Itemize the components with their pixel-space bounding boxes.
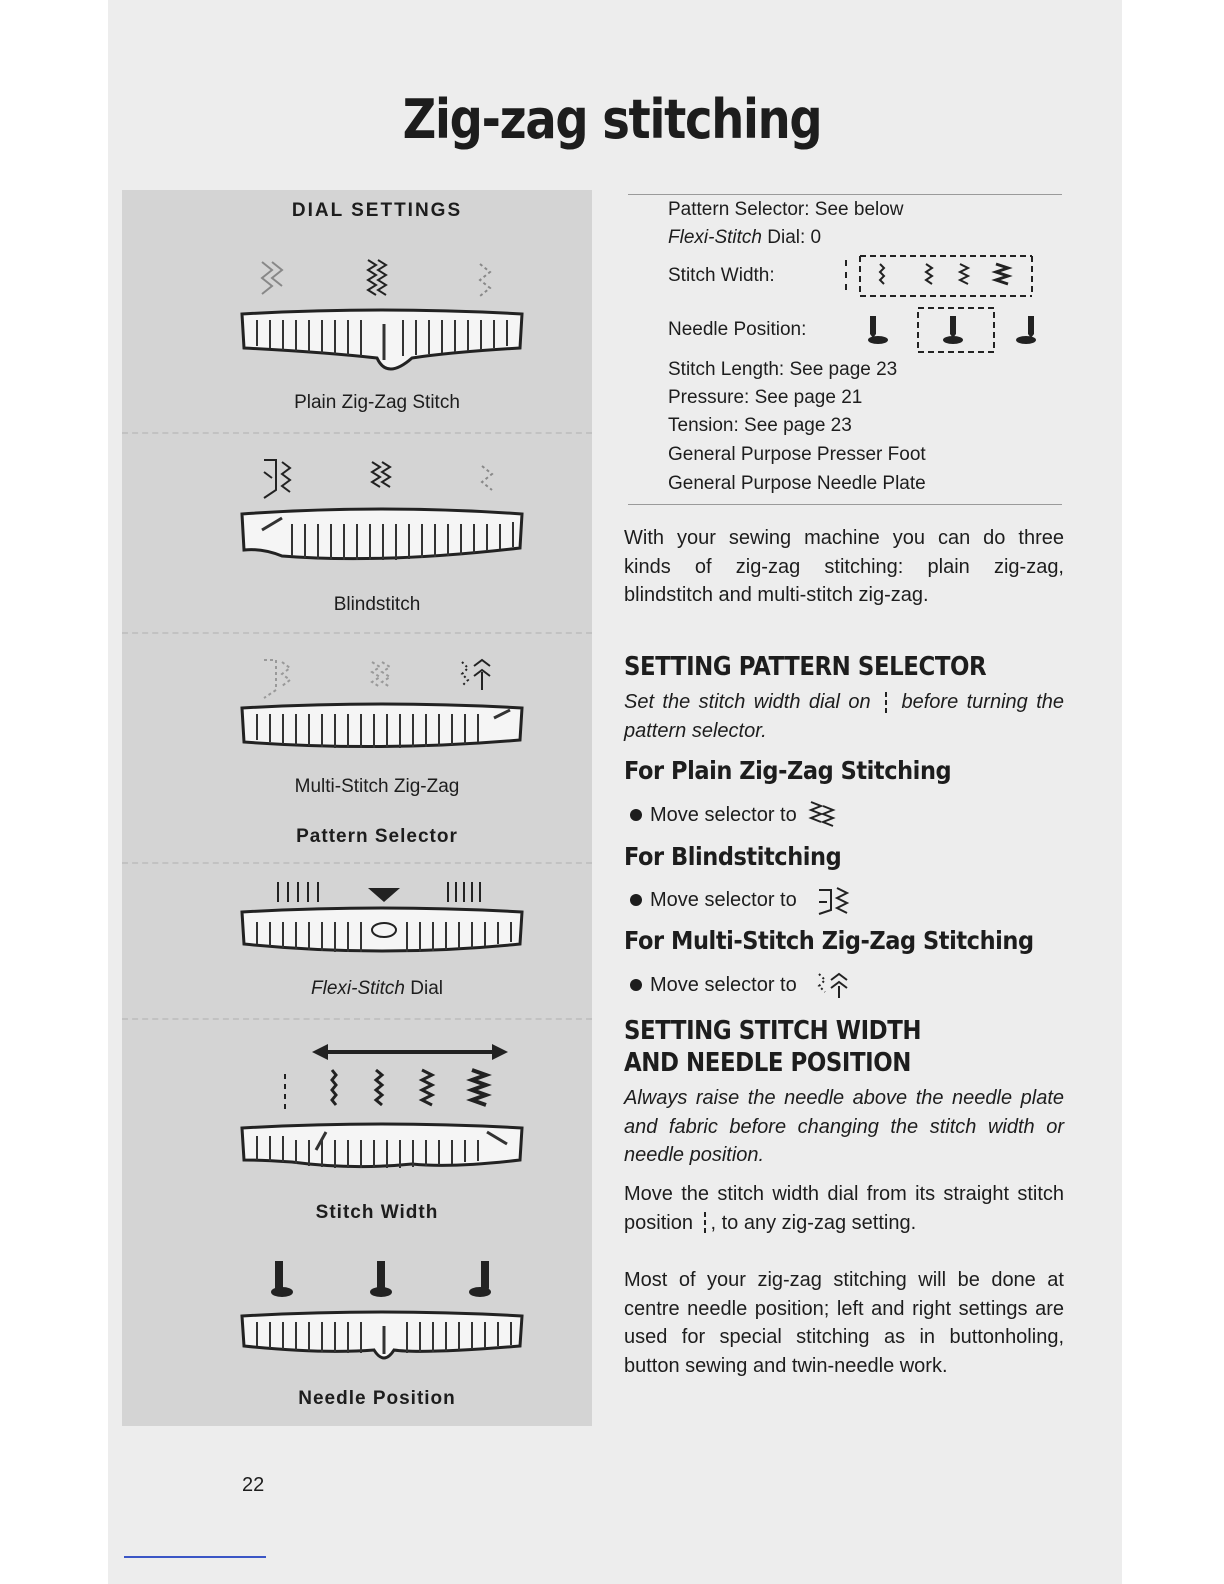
flexi-dial-setting-value: Dial: 0 (761, 227, 822, 248)
needle-position-dial-icon (122, 1258, 632, 1388)
panel-divider (122, 1018, 592, 1020)
straight-stitch-icon (699, 1211, 711, 1235)
multi-stitch-heading: For Multi-Stitch Zig-Zag Stitching (624, 926, 1034, 955)
pattern-selector-setting: Pattern Selector: See below (668, 199, 904, 220)
needle-position-setting: Needle Position: (668, 319, 807, 340)
flexi-dial-setting (668, 224, 821, 252)
panel-divider (122, 432, 592, 434)
dial-settings-heading: DIAL SETTINGS (291, 200, 463, 221)
multi-stitch-instruction-text: Move selector to (650, 973, 797, 996)
scan-edge-line (124, 1556, 266, 1558)
stitch-width-paragraph-b: , to any zig-zag setting. (710, 1211, 917, 1234)
plain-zigzag-instruction-text: Move selector to (650, 803, 797, 826)
stitch-width-dial (122, 1040, 632, 1230)
stitch-width-caption: Stitch Width (315, 1202, 439, 1223)
stitch-width-note: Always raise the needle above the needle plate and fabric before changing the stitch width or needle position. (624, 1087, 1064, 1166)
needle-position-paragraph: Most of your zig-zag stitching will be done at centre needle position; left and right settings are used for special stitching as in buttonholing, button sewing and twin-needle work. (624, 1269, 1064, 1377)
flexi-stitch-caption-italic: Flexi-Stitch (311, 978, 405, 999)
settings-top-rule (628, 194, 1062, 195)
needle-position-caption: Needle Position (298, 1388, 456, 1409)
blindstitch-dial-icon (122, 452, 632, 602)
multi-stitch-selector-icon (805, 968, 865, 1002)
stitch-width-heading-line1: SETTING STITCH WIDTH (624, 1016, 922, 1046)
plain-zigzag-selector-icon (805, 800, 845, 830)
presser-foot-setting: General Purpose Presser Foot (668, 444, 926, 465)
needle-position-dial (122, 1258, 632, 1418)
needle-plate-setting: General Purpose Needle Plate (668, 473, 926, 494)
bullet-dot (630, 809, 642, 821)
blindstitch-instruction (630, 884, 1070, 916)
plain-zigzag-heading: For Plain Zig-Zag Stitching (624, 756, 952, 785)
pressure-setting: Pressure: See page 21 (668, 387, 863, 408)
blindstitch-dial (122, 452, 632, 622)
setting-pattern-heading: SETTING PATTERN SELECTOR (624, 652, 987, 682)
page-title: Zig-zag stitching (402, 88, 822, 151)
tension-setting: Tension: See page 23 (668, 415, 852, 436)
plain-zigzag-caption: Plain Zig-Zag Stitch (294, 392, 460, 413)
setting-pattern-note (624, 688, 1064, 745)
setting-pattern-note-a: Set the stitch width dial on (624, 691, 871, 713)
stitch-width-paragraph-a: Move the stitch width dial from its straight stitch position (624, 1183, 1064, 1234)
pattern-selector-label: Pattern Selector (296, 826, 458, 847)
stitch-width-paragraph (624, 1180, 1064, 1237)
bullet-dot (630, 894, 642, 906)
flexi-stitch-caption-rest: Dial (404, 978, 443, 999)
page-number: 22 (242, 1474, 265, 1496)
multi-stitch-instruction (630, 968, 1070, 1002)
blindstitch-selector-icon (805, 884, 865, 916)
needle-position-range-icon (860, 302, 1050, 356)
blindstitch-caption: Blindstitch (333, 594, 421, 615)
stitch-width-heading-line2: AND NEEDLE POSITION (624, 1048, 911, 1078)
stitch-width-setting: Stitch Width: (668, 265, 775, 286)
multi-stitch-dial-icon (122, 652, 632, 782)
flexi-dial-setting-italic: Flexi-Stitch (668, 227, 762, 248)
flexi-stitch-dial (122, 878, 632, 1008)
stitch-width-dial-icon (122, 1040, 632, 1200)
bullet-dot (630, 979, 642, 991)
setting-pattern-note-b: before turning the pattern selector. (624, 691, 1064, 742)
panel-divider (122, 862, 592, 864)
settings-bottom-rule (628, 504, 1062, 505)
plain-zigzag-dial (122, 250, 632, 420)
multi-stitch-dial (122, 652, 632, 802)
multi-stitch-caption: Multi-Stitch Zig-Zag (294, 776, 460, 797)
stitch-width-range-icon (840, 250, 1040, 302)
intro-paragraph: With your sewing machine you can do three kinds of zig-zag stitching: plain zig-zag, blindstitch and multi-stitch zig-zag. (624, 527, 1064, 606)
pattern-selector-label-wrap (122, 826, 632, 856)
plain-zigzag-dial-icon (122, 250, 632, 400)
blindstitch-instruction-text: Move selector to (650, 888, 797, 911)
panel-divider (122, 632, 592, 634)
straight-stitch-icon (879, 691, 893, 715)
stitch-length-setting: Stitch Length: See page 23 (668, 359, 898, 380)
blindstitch-heading: For Blindstitching (624, 842, 842, 871)
flexi-stitch-caption (122, 978, 632, 1000)
flexi-stitch-dial-icon (122, 878, 632, 978)
plain-zigzag-instruction (630, 800, 1070, 830)
